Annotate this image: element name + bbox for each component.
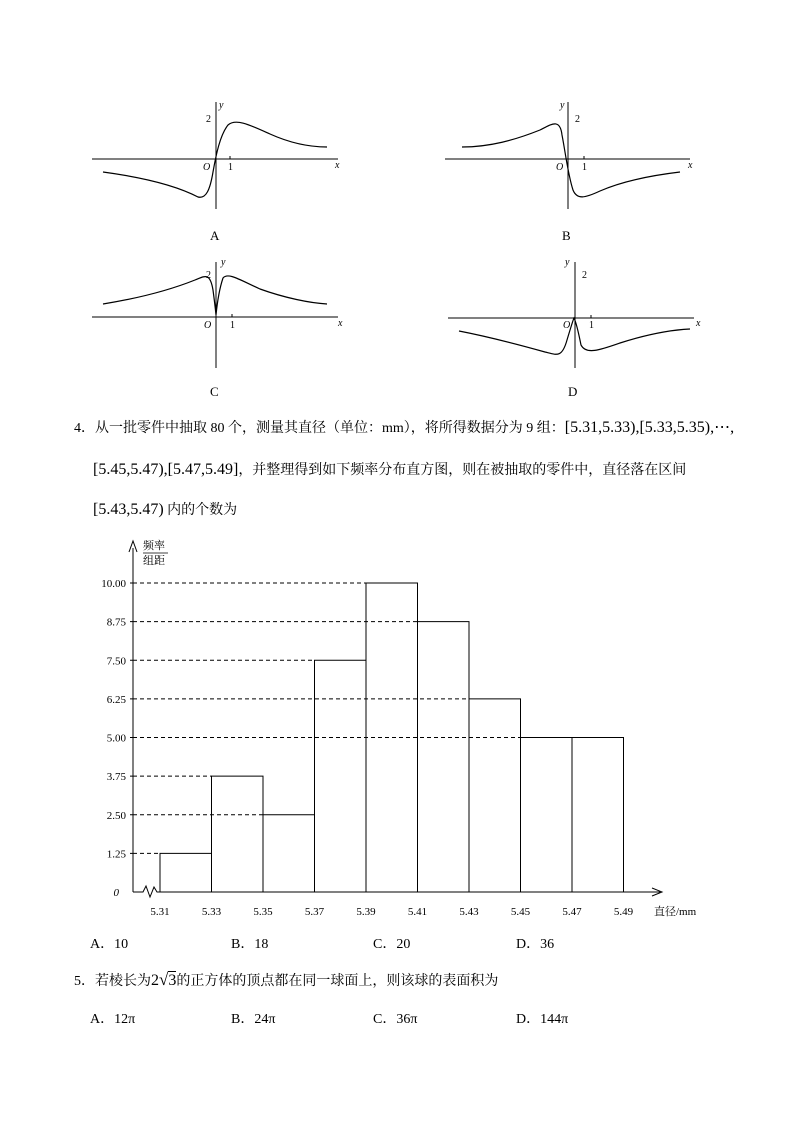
- q4-number: 4．: [74, 421, 95, 436]
- q4-option-a[interactable]: A．10: [90, 937, 129, 952]
- histogram-xlabel: 直径/mm: [654, 906, 697, 918]
- histogram-bar: [521, 738, 573, 893]
- histogram-y-tick: 3.75: [106, 771, 126, 784]
- histogram-axis-break: [133, 886, 160, 897]
- q5-number: 5．: [74, 974, 95, 989]
- q4-line3-math: [5.43,5.47): [93, 501, 164, 518]
- q5-sqrt-sign: √: [159, 970, 169, 989]
- histogram-x-tick: 5.47: [562, 906, 582, 918]
- graph-d-tick-2: 2: [582, 270, 587, 281]
- graph-c-tick-1: 1: [230, 320, 235, 331]
- graph-c-tick-2: 2: [206, 270, 211, 281]
- graph-b-caption: B: [562, 228, 571, 243]
- graph-a-origin: O: [203, 162, 211, 173]
- graph-c-caption: C: [210, 384, 219, 399]
- q4-option-d[interactable]: D．36: [516, 937, 555, 952]
- histogram-y-tick: 7.50: [106, 655, 126, 668]
- graph-c-y-label: y: [221, 257, 226, 268]
- graph-b-x-label: x: [688, 160, 693, 171]
- histogram-bar: [160, 853, 212, 892]
- q5-option-a[interactable]: A．12π: [90, 1012, 136, 1027]
- graph-a-tick-2: 2: [206, 114, 211, 125]
- histogram-y-tick: 1.25: [106, 848, 126, 861]
- histogram-y-tick: 10.00: [101, 578, 126, 590]
- q4-line1-text: 从一批零件中抽取 80 个，测量其直径（单位：mm），将所得数据分为 9 组：: [95, 421, 565, 436]
- q5-text-after: 的正方体的顶点都在同一球面上，则该球的表面积为: [176, 974, 499, 989]
- histogram-x-tick: 5.43: [459, 906, 479, 918]
- q4-option-c[interactable]: C．20: [373, 937, 411, 952]
- graph-c-origin: O: [204, 320, 212, 331]
- q4-line2-text: ，并整理得到如下频率分布直方图，则在被抽取的零件中，直径落在区间: [238, 463, 687, 478]
- q5-radicand: 3: [168, 972, 177, 989]
- q5-option-c[interactable]: C．36π: [373, 1012, 418, 1027]
- q5-coef: 2: [151, 972, 159, 989]
- histogram-bar: [418, 622, 470, 892]
- graph-b-origin: O: [556, 162, 564, 173]
- q4-option-b[interactable]: B．18: [231, 937, 269, 952]
- histogram-ylabel-bottom: 组距: [143, 555, 165, 567]
- graph-b-y-label: y: [560, 100, 565, 111]
- histogram-bar: [469, 699, 521, 892]
- histogram-bar: [263, 815, 315, 892]
- graph-d-tick-1: 1: [589, 320, 594, 331]
- q4-line1-math: [5.31,5.33),[5.33,5.35),⋯,: [564, 419, 735, 436]
- histogram-x-tick: 5.45: [510, 906, 531, 918]
- histogram-bar: [212, 776, 264, 892]
- histogram-x-tick: 5.49: [613, 906, 634, 918]
- graph-d-origin: O: [563, 320, 571, 331]
- q5-text-before: 若棱长为: [95, 974, 151, 989]
- histogram-y-tick: 2.50: [106, 809, 126, 822]
- q4-line3-text: 内的个数为: [167, 503, 238, 518]
- graph-a-tick-1: 1: [228, 162, 233, 173]
- graph-b-tick-2: 2: [575, 114, 580, 125]
- histogram-x-tick: 5.33: [201, 906, 222, 918]
- histogram-ylabel-top: 频率: [143, 540, 165, 552]
- histogram-x-tick: 5.35: [253, 906, 273, 918]
- q5-option-d[interactable]: D．144π: [516, 1012, 569, 1027]
- graph-b-tick-1: 1: [582, 162, 587, 173]
- histogram-y-tick: 6.25: [106, 693, 126, 706]
- graph-a-x-label: x: [335, 160, 340, 171]
- histogram-y-tick: 5.00: [106, 732, 126, 745]
- histogram-x-tick: 5.39: [356, 906, 376, 918]
- histogram-y-tick: 0: [113, 887, 119, 899]
- histogram-bar: [315, 660, 367, 892]
- graph-d-x-label: x: [696, 318, 701, 329]
- graph-d-y-label: y: [565, 257, 570, 268]
- histogram-y-tick: 8.75: [106, 616, 126, 629]
- histogram-x-tick: 5.31: [150, 906, 170, 918]
- histogram-bar: [572, 738, 624, 893]
- graph-c-x-label: x: [338, 318, 343, 329]
- graph-a-caption: A: [210, 228, 220, 243]
- histogram-x-tick: 5.41: [407, 906, 428, 918]
- q4-line2-math: [5.45,5.47),[5.47,5.49]: [93, 461, 239, 478]
- histogram-x-tick: 5.37: [304, 906, 325, 918]
- graph-d-caption: D: [568, 384, 578, 399]
- graph-a-y-label: y: [219, 100, 224, 111]
- q5-line: [74, 970, 498, 992]
- q5-option-b[interactable]: B．24π: [231, 1012, 276, 1027]
